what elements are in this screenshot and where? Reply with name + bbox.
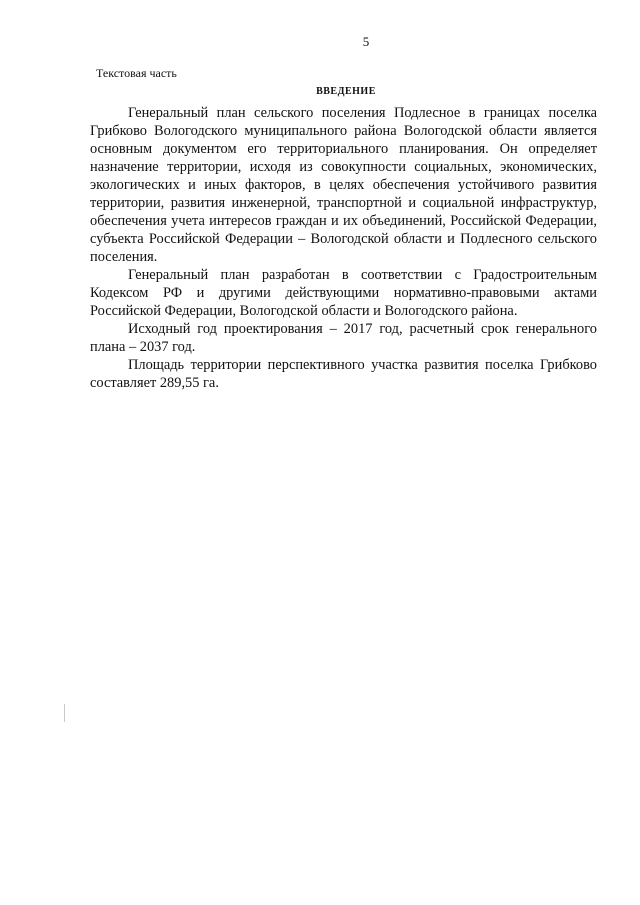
- margin-mark: [64, 704, 65, 722]
- section-heading: ВВЕДЕНИЕ: [316, 86, 376, 97]
- paragraph: Генеральный план разработан в соответствии с Градостроительным Кодексом РФ и другими действующими нормативно-правовыми актами Российской Федерации, Вологодской области и Вологодского района.: [90, 267, 597, 319]
- section-label: Текстовая часть: [96, 66, 177, 80]
- paragraph: Площадь территории перспективного участка развития поселка Грибково составляет 289,55 га.: [90, 357, 597, 391]
- paragraph: Генеральный план сельского поселения Подлесное в границах поселка Грибково Вологодского муниципального района Вологодской области является основным документом его территориального планирования. Он определяет назначение территории, исходя из совокупности социальных, экономических, экологических и иных факторов, в целях обеспечения устойчивого развития территории, развития инженерной, транспортной и социальной инфраструктур, обеспечения учета интересов граждан и их объединений, Российской Федерации, субъекта Российской Федерации – Вологодской области и Подлесного сельского поселения.: [90, 105, 597, 265]
- body-text: [90, 104, 597, 392]
- page-number: 5: [362, 34, 370, 49]
- paragraph: Исходный год проектирования – 2017 год, расчетный срок генерального плана – 2037 год.: [90, 321, 597, 355]
